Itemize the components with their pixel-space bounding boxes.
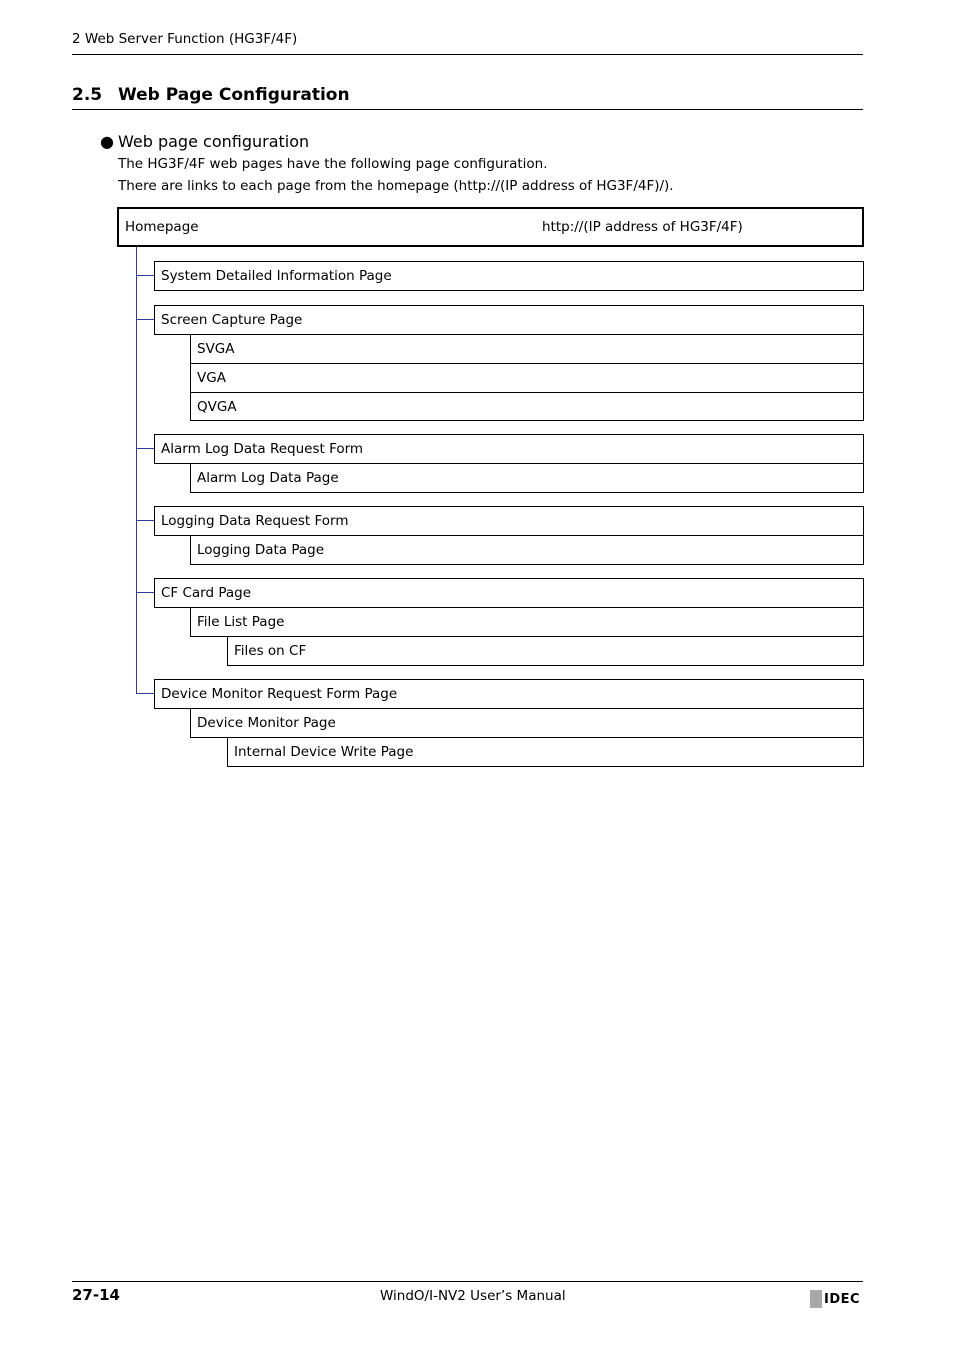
alarm-log-data-page-label: Alarm Log Data Page — [197, 470, 339, 486]
internal-device-write-page-label: Internal Device Write Page — [234, 744, 414, 760]
screen-capture-page-box — [154, 305, 864, 335]
system-info-page-label: System Detailed Information Page — [161, 268, 392, 284]
logging-data-page-box — [190, 535, 864, 565]
device-monitor-page-label: Device Monitor Page — [197, 715, 336, 731]
paragraph-1: The HG3F/4F web pages have the following page configuration. — [118, 156, 548, 172]
alarm-log-data-page-box — [190, 463, 864, 493]
homepage-box — [117, 207, 864, 247]
tree-connector-logging-form — [136, 520, 154, 521]
device-monitor-page-box — [190, 708, 864, 738]
file-list-page-box — [190, 607, 864, 637]
device-monitor-request-form-box — [154, 679, 864, 709]
logging-data-page-label: Logging Data Page — [197, 542, 325, 558]
logo-bar-icon — [810, 1290, 822, 1308]
page-number: 27-14 — [72, 1286, 120, 1304]
section-number: 2.5 — [72, 85, 103, 105]
cf-card-page-label: CF Card Page — [161, 585, 252, 601]
svga-box — [190, 334, 864, 364]
svga-label: SVGA — [197, 341, 235, 357]
section-rule — [72, 109, 863, 110]
bullet-heading — [100, 132, 309, 151]
vga-label: VGA — [197, 370, 226, 386]
paragraph-2: There are links to each page from the homepage (http://(IP address of HG3F/4F)/). — [118, 178, 674, 194]
homepage-url: http://(IP address of HG3F/4F) — [542, 219, 743, 235]
file-list-page-label: File List Page — [197, 614, 285, 630]
vga-box — [190, 363, 864, 393]
tree-connector-device-monitor-form — [136, 693, 154, 694]
section-title — [72, 85, 350, 105]
footer-rule — [72, 1281, 863, 1282]
tree-connector-cf-card — [136, 592, 154, 593]
files-on-cf-label: Files on CF — [234, 643, 307, 659]
bullet-icon: ● — [100, 132, 114, 151]
logo-text: IDEC — [824, 1291, 861, 1307]
alarm-log-request-form-box — [154, 434, 864, 464]
logging-data-request-form-label: Logging Data Request Form — [161, 513, 349, 529]
tree-connector-screen-capture — [136, 319, 154, 320]
screen-capture-page-label: Screen Capture Page — [161, 312, 303, 328]
section-title-text: Web Page Configuration — [118, 85, 350, 105]
manual-title: WindO/I-NV2 User’s Manual — [380, 1288, 566, 1304]
tree-connector-vertical — [136, 247, 137, 694]
homepage-label: Homepage — [125, 219, 199, 235]
header-rule — [72, 54, 863, 55]
system-info-page-box — [154, 261, 864, 291]
qvga-label: QVGA — [197, 398, 237, 415]
cf-card-page-box — [154, 578, 864, 608]
running-head: 2 Web Server Function (HG3F/4F) — [72, 31, 298, 47]
device-monitor-request-form-label: Device Monitor Request Form Page — [161, 686, 398, 702]
tree-connector-alarm-form — [136, 448, 154, 449]
tree-connector-system-info — [136, 275, 154, 276]
internal-device-write-page-box — [227, 737, 864, 767]
files-on-cf-box — [227, 636, 864, 666]
qvga-box — [190, 392, 864, 421]
idec-logo — [810, 1290, 864, 1308]
logging-data-request-form-box — [154, 506, 864, 536]
bullet-heading-text: Web page configuration — [118, 132, 310, 151]
alarm-log-request-form-label: Alarm Log Data Request Form — [161, 441, 364, 457]
